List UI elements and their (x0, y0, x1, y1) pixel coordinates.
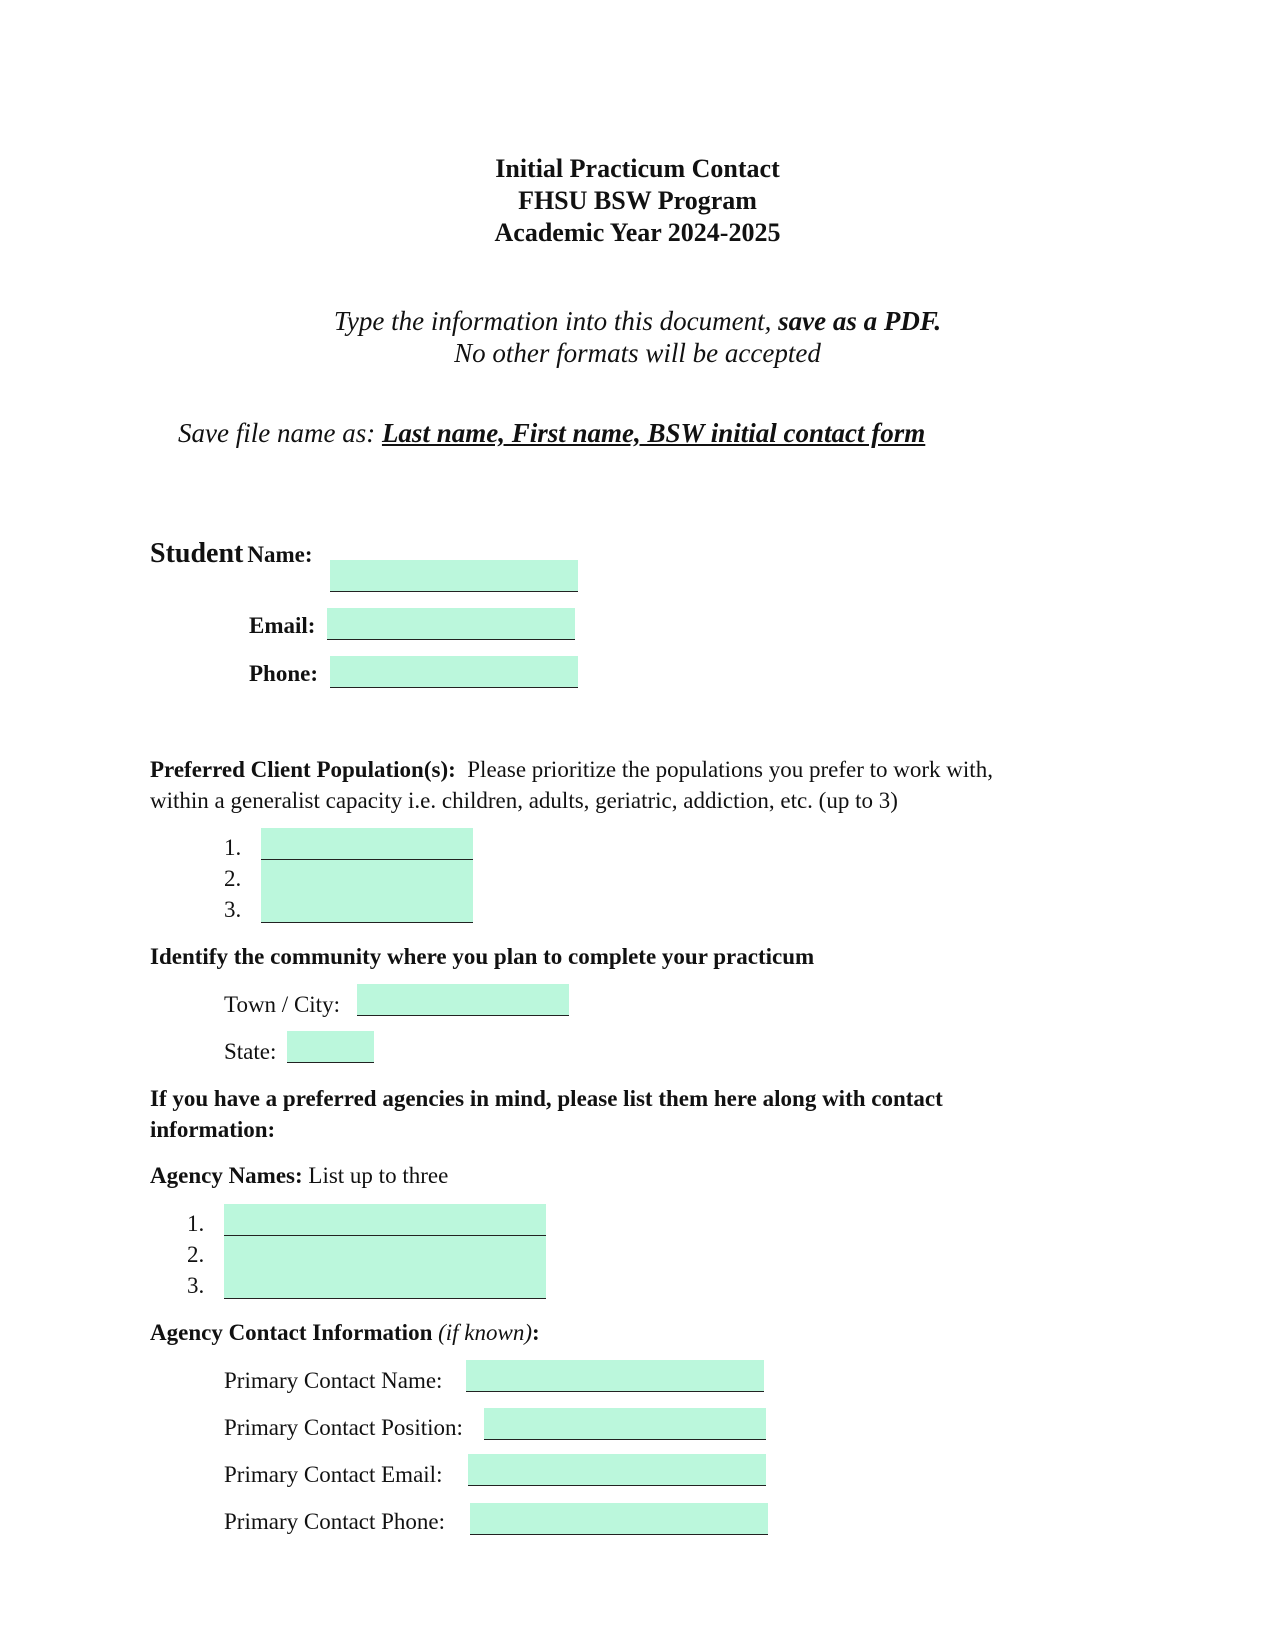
population-number-3: 3. (224, 897, 242, 922)
student-phone-label: Phone: (249, 661, 318, 686)
contact-heading-if-known: (if known) (438, 1320, 533, 1345)
name-label: Name: (247, 542, 313, 567)
population-instructions: Please prioritize the populations you prefer to work with, (467, 757, 993, 782)
student-name-field[interactable] (330, 560, 578, 592)
agency-number-2: 2. (187, 1242, 205, 1267)
contact-phone-label: Primary Contact Phone: (224, 1509, 446, 1534)
agencies-heading-2: information: (150, 1117, 276, 1142)
contact-heading: Agency Contact Information (150, 1320, 433, 1345)
contact-email-label: Primary Contact Email: (224, 1462, 443, 1487)
town-city-field[interactable] (357, 984, 569, 1016)
state-field[interactable] (287, 1031, 374, 1063)
population-number-2: 2. (224, 866, 242, 891)
student-word: Student (150, 538, 244, 569)
contact-heading-line (150, 1320, 540, 1346)
population-heading: Preferred Client Population(s): (150, 757, 456, 782)
instruction-line-1 (0, 304, 1275, 338)
save-file-instruction (178, 418, 925, 449)
population-number-1: 1. (224, 835, 242, 860)
agency-names-label: Agency Names: (150, 1163, 303, 1188)
state-label: State: (224, 1039, 277, 1064)
population-field-2[interactable] (261, 860, 473, 892)
contact-position-field[interactable] (484, 1408, 766, 1440)
agency-names-hint: List up to three (308, 1163, 449, 1188)
agency-number-1: 1. (187, 1211, 205, 1236)
population-instructions-2: within a generalist capacity i.e. children, adults, geriatric, addiction, etc. (up to 3) (150, 788, 898, 813)
agencies-heading-1: If you have a preferred agencies in mind, please list them here along with contact (150, 1086, 943, 1111)
contact-position-label: Primary Contact Position: (224, 1415, 463, 1440)
town-city-label: Town / City: (224, 992, 340, 1017)
student-phone-field[interactable] (330, 656, 578, 688)
form-title: Initial Practicum Contact (495, 154, 780, 183)
contact-name-field[interactable] (466, 1360, 764, 1392)
contact-email-field[interactable] (468, 1454, 766, 1486)
agency-field-2[interactable] (224, 1236, 546, 1268)
population-field-1[interactable] (261, 828, 473, 860)
student-email-label: Email: (249, 613, 316, 638)
agency-field-3[interactable] (224, 1267, 546, 1299)
agency-field-1[interactable] (224, 1204, 546, 1236)
contact-phone-field[interactable] (470, 1503, 768, 1535)
student-name-label (150, 538, 313, 570)
agency-names-line (150, 1163, 448, 1189)
instruction-line-2: No other formats will be accepted (454, 338, 821, 368)
agency-number-3: 3. (187, 1273, 205, 1298)
community-heading: Identify the community where you plan to complete your practicum (150, 944, 815, 969)
population-field-3[interactable] (261, 891, 473, 923)
population-heading-line (150, 757, 993, 783)
contact-name-label: Primary Contact Name: (224, 1368, 443, 1393)
academic-year: Academic Year 2024-2025 (494, 218, 781, 247)
student-email-field[interactable] (327, 608, 575, 640)
instruction-save-pdf: save as a PDF. (778, 306, 942, 336)
save-file-label: Save file name as: (178, 418, 382, 448)
save-file-name: Last name, First name, BSW initial contact form (381, 418, 926, 448)
program-name: FHSU BSW Program (518, 186, 757, 215)
contact-heading-colon: : (532, 1320, 540, 1345)
instruction-text: Type the information into this document, (333, 306, 779, 336)
